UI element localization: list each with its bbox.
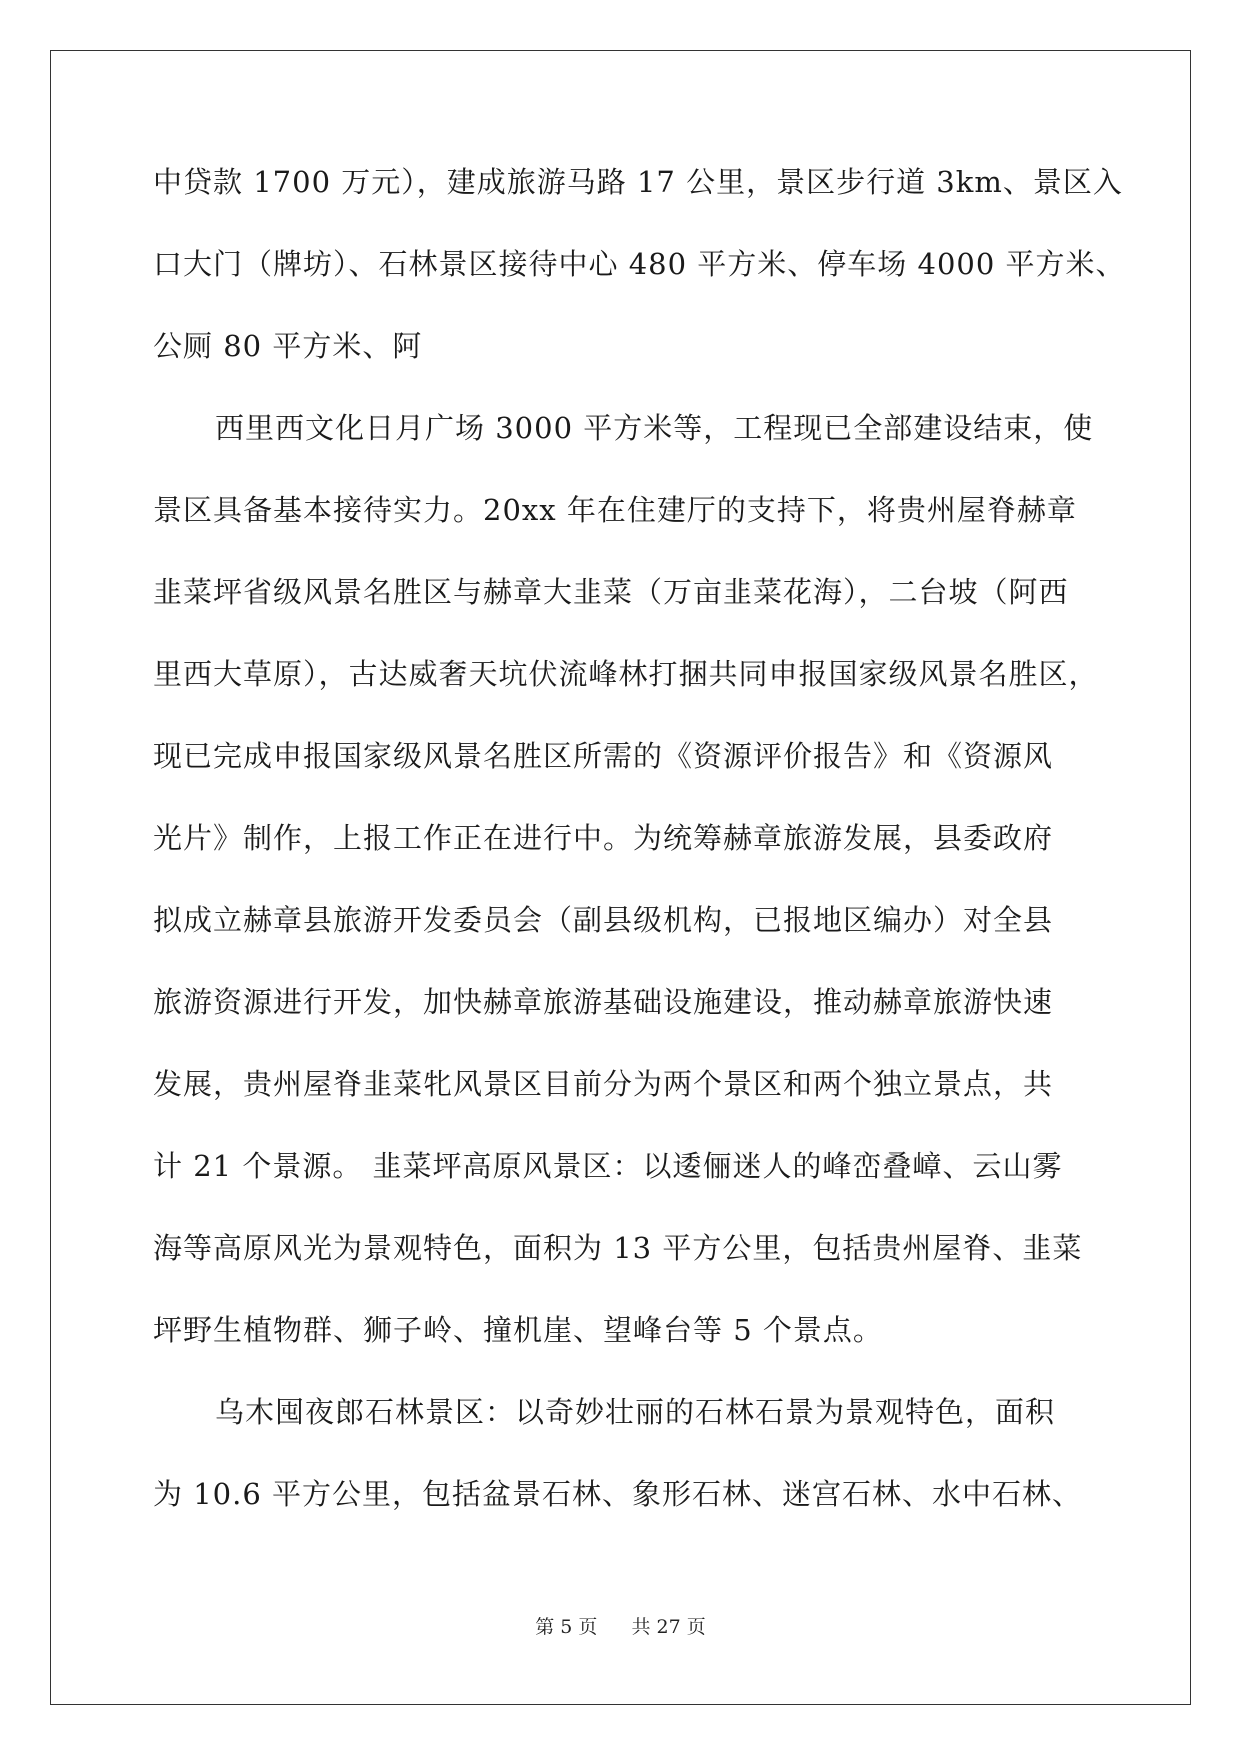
text-line: 公厕 80 平方米、阿 xyxy=(153,329,423,363)
text-line: 里西大草原），古达威奢天坑伏流峰林打捆共同申报国家级风景名胜区， xyxy=(153,657,1099,691)
text-line: 现已完成申报国家级风景名胜区所需的《资源评价报告》和《资源风 xyxy=(153,739,1054,773)
page-total: 共 27 页 xyxy=(631,1616,706,1638)
text-line: 中贷款 1700 万元），建成旅游马路 17 公里，景区步行道 3km、景区入 xyxy=(153,165,1123,199)
document-body xyxy=(153,162,1126,1556)
paragraph-start-line: 乌木囤夜郎石林景区：以奇妙壮丽的石林石景为景观特色，面积 xyxy=(215,1395,1056,1429)
text-line: 光片》制作，上报工作正在进行中。为统筹赫章旅游发展，县委政府 xyxy=(153,821,1054,855)
page-number: 第 5 页 xyxy=(535,1616,598,1638)
text-line: 为 10.6 平方公里，包括盆景石林、象形石林、迷宫石林、水中石林、 xyxy=(153,1477,1083,1511)
text-line: 拟成立赫章县旅游开发委员会（副县级机构，已报地区编办）对全县 xyxy=(153,903,1054,937)
paragraph-start-line: 西里西文化日月广场 3000 平方米等，工程现已全部建设结束，使 xyxy=(215,411,1094,445)
text-line: 坪野生植物群、狮子岭、撞机崖、望峰台等 5 个景点。 xyxy=(153,1313,883,1347)
text-line: 口大门（牌坊）、石林景区接待中心 480 平方米、停车场 4000 平方米、 xyxy=(153,247,1126,281)
text-line: 发展，贵州屋脊韭菜牝风景区目前分为两个景区和两个独立景点，共 xyxy=(153,1067,1054,1101)
text-line: 韭菜坪省级风景名胜区与赫章大韭菜（万亩韭菜花海），二台坡（阿西 xyxy=(153,575,1069,609)
text-line: 海等高原风光为景观特色，面积为 13 平方公里，包括贵州屋脊、韭菜 xyxy=(153,1231,1083,1265)
text-line: 计 21 个景源。 韭菜坪高原风景区：以逶俪迷人的峰峦叠嶂、云山雾 xyxy=(153,1149,1063,1183)
page-footer xyxy=(0,1612,1241,1639)
text-line: 旅游资源进行开发，加快赫章旅游基础设施建设，推动赫章旅游快速 xyxy=(153,985,1054,1019)
text-line: 景区具备基本接待实力。20xx 年在住建厅的支持下，将贵州屋脊赫章 xyxy=(153,493,1077,527)
